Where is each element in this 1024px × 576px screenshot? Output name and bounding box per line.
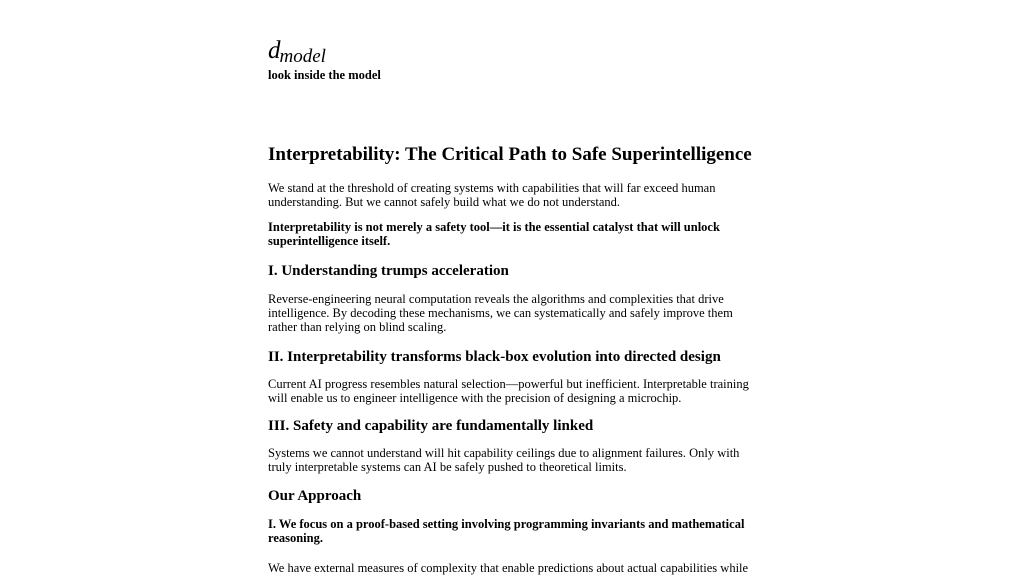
site-logo[interactable] <box>268 38 754 68</box>
logo-main-letter: d <box>268 37 281 64</box>
logo-subscript: model <box>279 46 326 67</box>
section-body-1: Reverse-engineering neural computation reveals the algorithms and complexities that drive intelligence. By decoding these mechanisms, we can systematically and safely improve them rather than relying on blind scaling. <box>268 292 733 334</box>
section-heading-1: I. Understanding trumps acceleration <box>268 263 509 279</box>
approach-point-1: I. We focus on a proof-based setting involving programming invariants and mathematical reasoning. <box>268 517 745 545</box>
section-heading-2: II. Interpretability transforms black-box evolution into directed design <box>268 349 721 365</box>
section-heading-3: III. Safety and capability are fundamentally linked <box>268 418 594 434</box>
section-body-3: Systems we cannot understand will hit capability ceilings due to alignment failures. Only with truly interpretable systems can AI be safely pushed to theoretical limits. <box>268 446 740 474</box>
main-content <box>268 0 754 575</box>
page-title: Interpretability: The Critical Path to Safe Superintelligence <box>268 144 752 165</box>
section-body-2: Current AI progress resembles natural selection—powerful but inefficient. Interpretable training will enable us to engineer intelligence with the precision of designing a microchip. <box>268 377 749 405</box>
lead-statement: Interpretability is not merely a safety tool—it is the essential catalyst that will unlock superintelligence itself. <box>268 220 720 248</box>
site-tagline: look inside the model <box>268 68 381 82</box>
approach-body: We have external measures of complexity that enable predictions about actual capabilities while <box>268 561 749 575</box>
approach-heading: Our Approach <box>268 488 362 504</box>
intro-paragraph: We stand at the threshold of creating systems with capabilities that will far exceed human understanding. But we cannot safely build what we do not understand. <box>268 181 716 209</box>
